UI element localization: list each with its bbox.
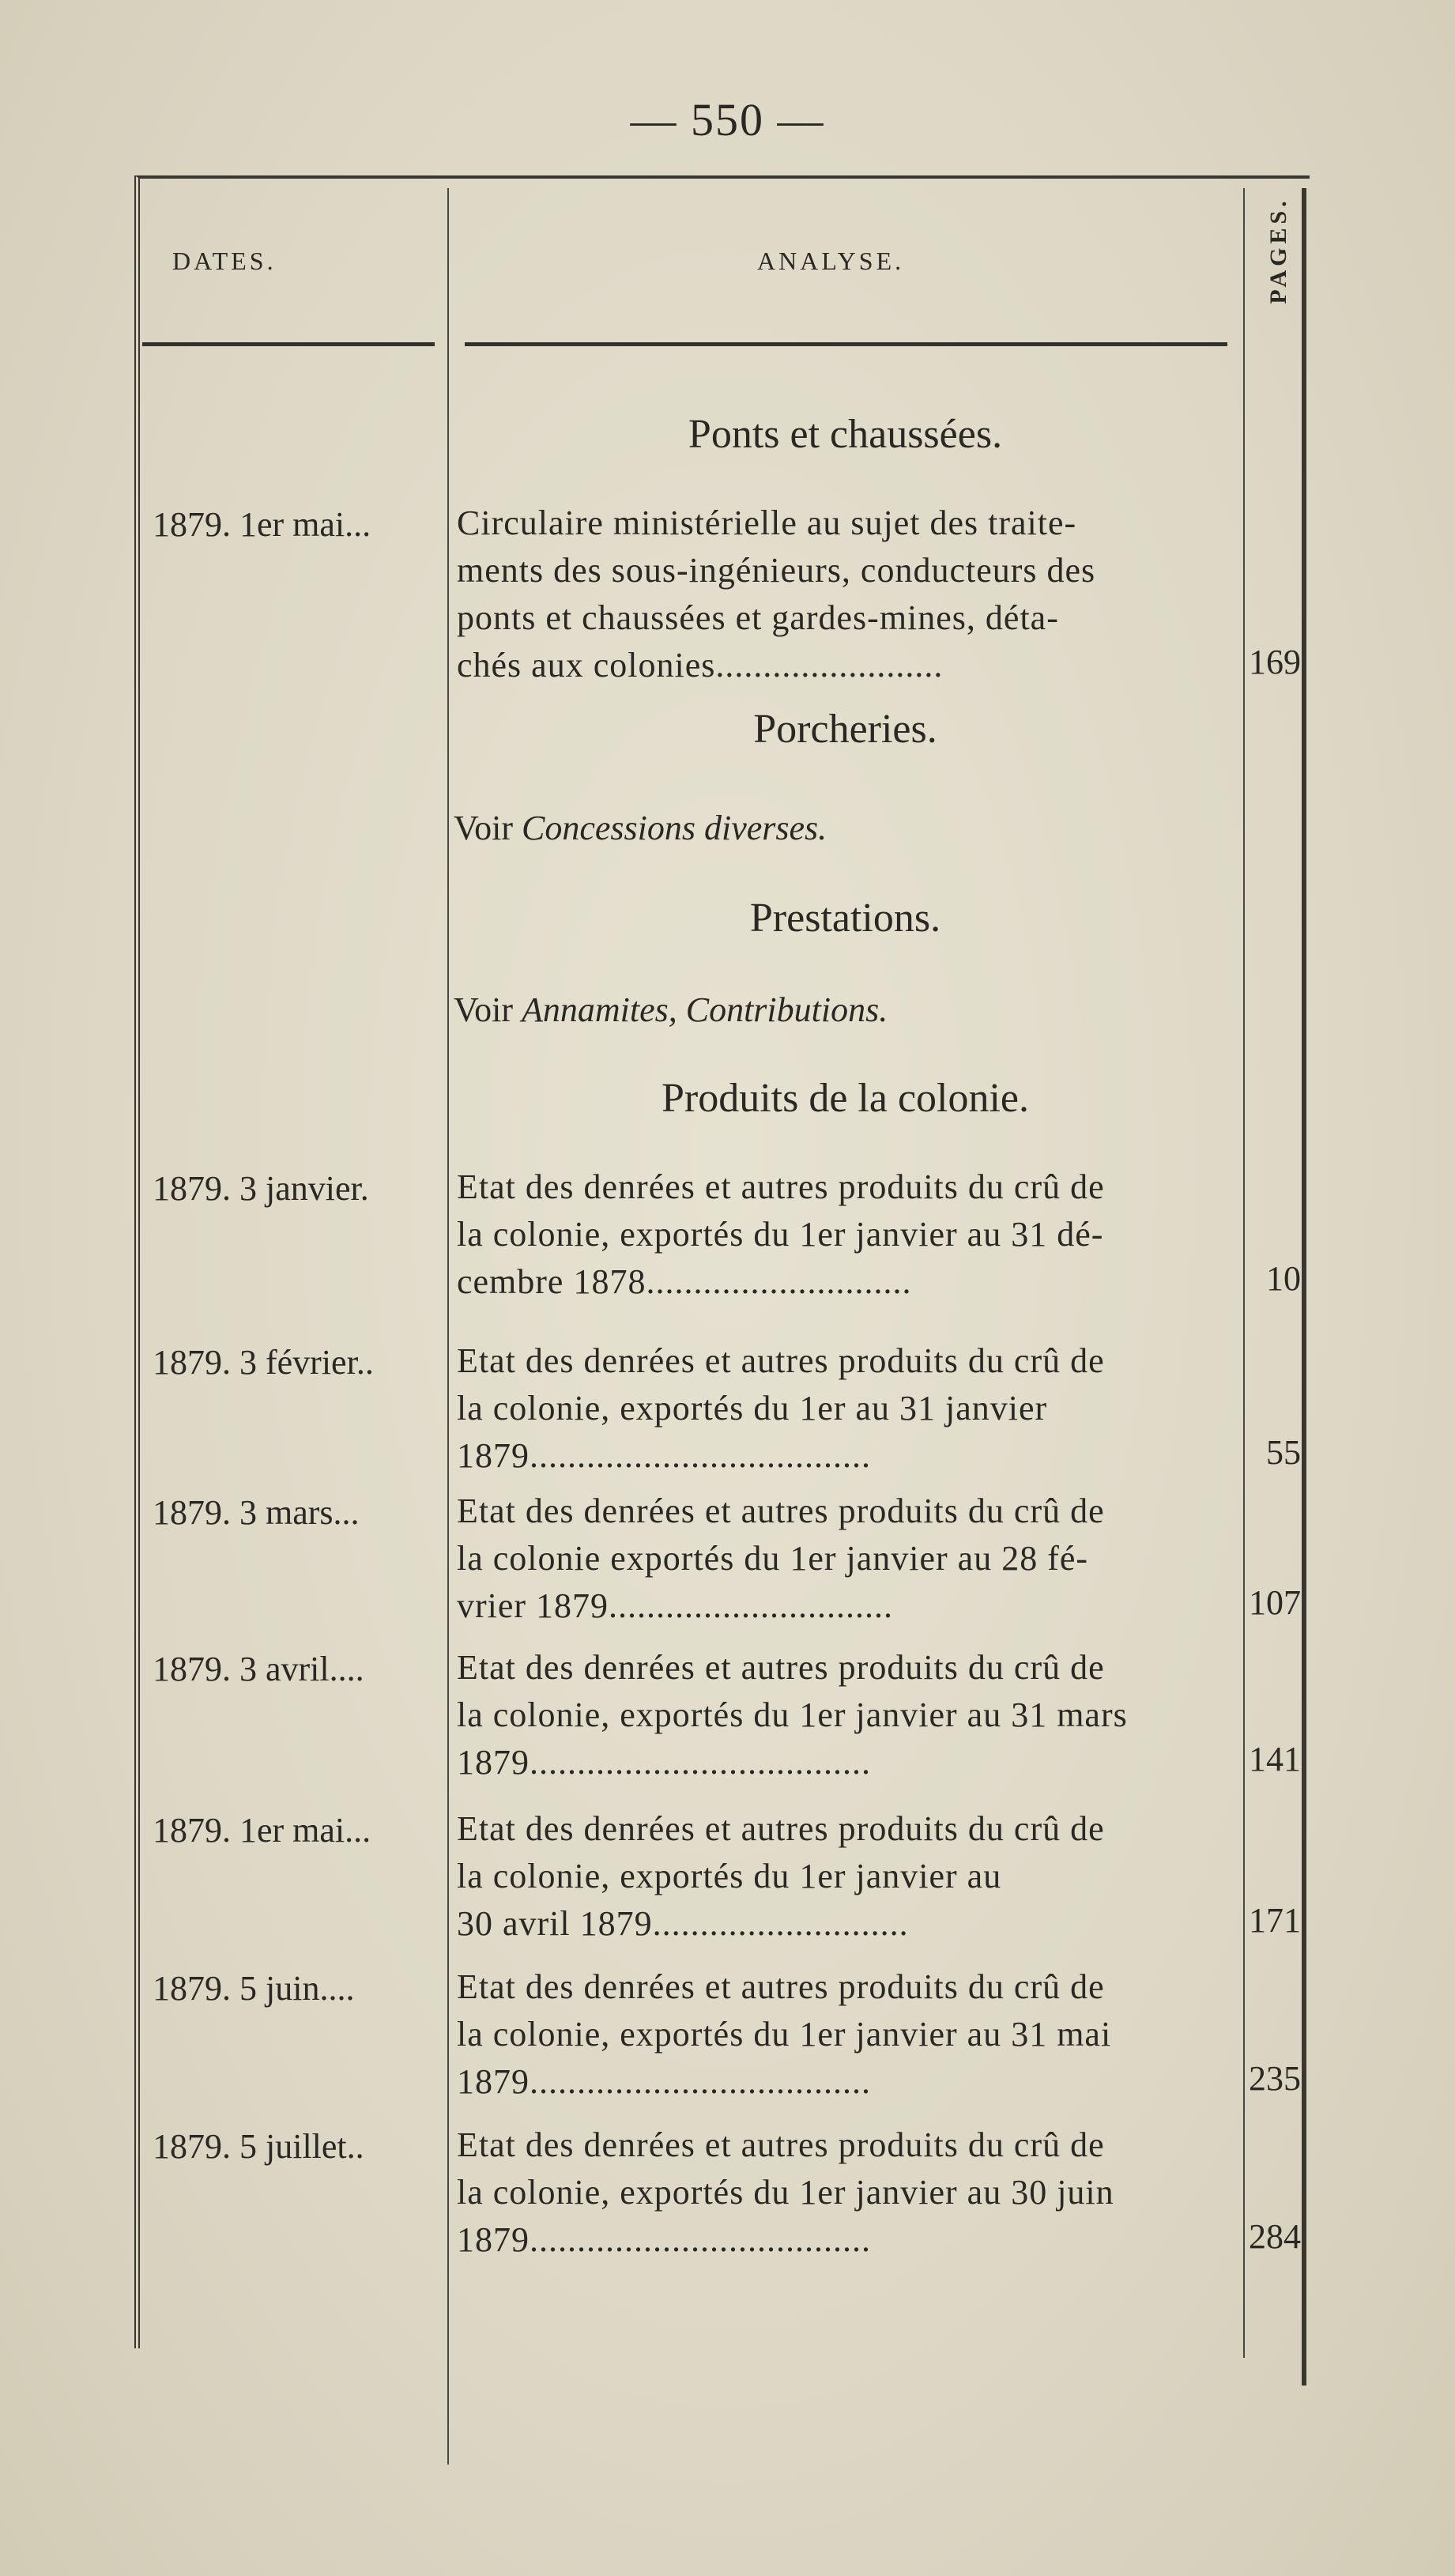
entry-line: vrier 1879.............................. <box>457 1586 894 1625</box>
section-title-prestations: Prestations. <box>749 896 941 941</box>
entry-line: la colonie, exportés du 1er au 31 janvier <box>457 1389 1048 1428</box>
page-number: — 550 — <box>630 94 825 145</box>
entry-page-ref: 169 <box>1249 643 1301 681</box>
entry-page-ref: 171 <box>1249 1901 1301 1940</box>
entry-line: Etat des denrées et autres produits du crû de <box>457 1648 1105 1687</box>
see-also-prefix: Voir <box>454 990 522 1029</box>
entry-text <box>457 2122 1206 2264</box>
header-rule-analyse <box>465 342 1227 346</box>
entry-line: Circulaire ministérielle au sujet des traite- <box>457 504 1077 542</box>
header-rule-dates <box>142 342 435 346</box>
entry-line: Etat des denrées et autres produits du crû de <box>457 1492 1105 1530</box>
entry-text <box>457 1963 1206 2106</box>
entry-line: la colonie, exportés du 1er janvier au <box>457 1857 1002 1895</box>
entry-date: 1879. 3 avril.... <box>153 1650 364 1688</box>
entry-line: 1879.................................... <box>457 2062 871 2101</box>
entry-text <box>457 1488 1206 1630</box>
right-border-rule <box>1302 188 1306 2386</box>
entry-date: 1879. 3 janvier. <box>153 1169 369 1208</box>
entry-page-ref: 107 <box>1249 1583 1301 1622</box>
entry-line: Etat des denrées et autres produits du crû de <box>457 1341 1105 1380</box>
entry-line: la colonie, exportés du 1er janvier au 31 dé- <box>457 1215 1104 1254</box>
see-also-reference: Annamites, Contributions. <box>521 990 888 1029</box>
entry-text <box>457 1337 1206 1480</box>
entry-text <box>457 1805 1206 1948</box>
pages-column-rule <box>1243 188 1245 2358</box>
entry-line: la colonie, exportés du 1er janvier au 31 mars <box>457 1695 1128 1734</box>
entry-date: 1879. 3 février.. <box>153 1343 374 1382</box>
section-title-ponts: Ponts et chaussées. <box>688 412 1003 457</box>
see-also-prestations <box>454 990 1228 1030</box>
entry-line: la colonie, exportés du 1er janvier au 31 mai <box>457 2015 1112 2054</box>
entry-line: ments des sous-ingénieurs, conducteurs des <box>457 551 1096 590</box>
entry-page-ref: 55 <box>1266 1433 1301 1472</box>
see-also-porcheries <box>454 808 1228 848</box>
entry-line: Etat des denrées et autres produits du crû de <box>457 1167 1105 1206</box>
entry-text <box>457 1164 1206 1306</box>
header-pages: PAGES. <box>1265 197 1291 304</box>
section-title-produits: Produits de la colonie. <box>661 1076 1030 1121</box>
entry-text <box>457 500 1206 689</box>
entry-line: Etat des denrées et autres produits du crû de <box>457 2125 1105 2164</box>
entry-page-ref: 10 <box>1266 1259 1301 1298</box>
see-also-reference: Concessions diverses. <box>521 809 827 847</box>
entry-line: la colonie exportés du 1er janvier au 28 fé- <box>457 1539 1089 1578</box>
entry-line: Etat des denrées et autres produits du crû de <box>457 1967 1105 2006</box>
header-dates: DATES. <box>172 247 277 275</box>
entry-line: 30 avril 1879........................... <box>457 1904 909 1943</box>
entry-page-ref: 284 <box>1249 2217 1301 2256</box>
entry-date: 1879. 3 mars... <box>153 1493 360 1532</box>
entry-line: 1879.................................... <box>457 1436 871 1475</box>
entry-page-ref: 141 <box>1249 1740 1301 1778</box>
see-also-prefix: Voir <box>454 809 522 847</box>
entry-date: 1879. 5 juillet.. <box>153 2127 364 2166</box>
entry-date: 1879. 5 juin.... <box>153 1969 355 2008</box>
entry-page-ref: 235 <box>1249 2059 1301 2098</box>
entry-date: 1879. 1er mai... <box>153 1811 371 1850</box>
entry-line: chés aux colonies........................ <box>457 646 944 685</box>
entry-line: la colonie, exportés du 1er janvier au 30 juin <box>457 2173 1114 2212</box>
dates-column-rule <box>447 188 449 2465</box>
section-title-porcheries: Porcheries. <box>753 707 937 752</box>
entry-date: 1879. 1er mai... <box>153 505 371 544</box>
entry-line: cembre 1878............................ <box>457 1262 912 1301</box>
entry-line: 1879.................................... <box>457 2220 871 2259</box>
entry-line: ponts et chaussées et gardes-mines, déta- <box>457 598 1059 637</box>
header-analyse: ANALYSE. <box>757 247 905 275</box>
entry-line: 1879.................................... <box>457 1743 871 1782</box>
entry-text <box>457 1644 1206 1786</box>
entry-line: Etat des denrées et autres produits du crû de <box>457 1809 1105 1848</box>
